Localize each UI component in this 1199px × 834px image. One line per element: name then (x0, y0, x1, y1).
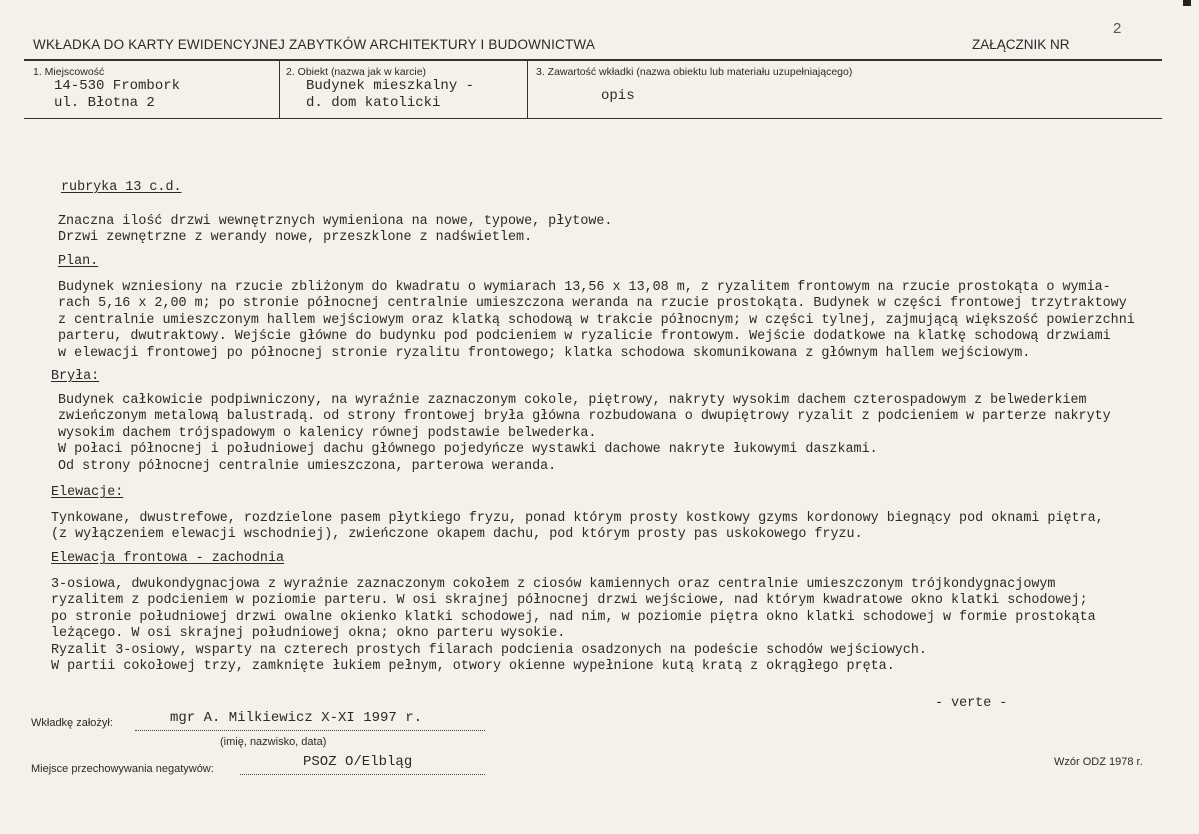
field-object-label: 2. Obiekt (nazwa jak w karcie) (286, 66, 427, 78)
plan-heading: Plan. (58, 254, 99, 269)
annex-label: ZAŁĄCZNIK NR (972, 37, 1070, 52)
created-by-hint: (imię, nazwisko, data) (220, 736, 327, 748)
created-by-label: Wkładkę założył: (31, 717, 113, 729)
text-line: W połaci północnej i południowej dachu głównego pojedyńcze wystawki dachowe nakryte łukowymi daszkami. (58, 442, 878, 458)
elewacje-heading: Elewacje: (51, 485, 124, 500)
header-rule-bottom (24, 118, 1162, 119)
text-line: rach 5,16 x 2,00 m; po stronie północnej centralnie umieszczona weranda na rzucie prostokąta. Budynek w części frontowej trzytraktowy (58, 296, 1127, 312)
text-line: w elewacji frontowej po północnej stronie ryzalitu frontowego; klatka schodowa skomunikowana z głównym hallem wejściowym. (58, 345, 1031, 361)
field-object-value (306, 78, 474, 112)
locality-line: 14-530 Frombork (54, 78, 181, 94)
form-title: WKŁADKA DO KARTY EWIDENCYJNEJ ZABYTKÓW ARCHITEKTURY I BUDOWNICTWA (33, 37, 596, 52)
text-line: ryzalitem z podcieniem w poziomie parteru. W osi skrajnej północnej drzwi wejściowe, nad którym kwadratowe okno klatki schodowej; (51, 593, 1088, 609)
negatives-label: Miejsce przechowywania negatywów: (31, 763, 214, 775)
rubric-heading: rubryka 13 c.d. (61, 180, 182, 195)
field-separator (527, 60, 528, 118)
text-line: Ryzalit 3-osiowy, wsparty na czterech prostych filarach podcienia osadzonych na podeście schodów wejściowych. (51, 642, 927, 658)
negatives-dotline (240, 774, 485, 775)
created-by-value: mgr A. Milkiewicz X-XI 1997 r. (170, 710, 423, 726)
object-line: d. dom katolicki (306, 95, 441, 111)
field-contents-value: opis (601, 88, 635, 104)
bryla-heading: Bryła: (51, 369, 100, 384)
field-locality-label: 1. Miejscowość (33, 66, 105, 78)
text-line: parteru, dwutraktowy. Wejście główne do budynku pod podcieniem w ryzalicie frontowym. Wejście dodatkowe na klatkę schodową drzwiami (58, 329, 1111, 345)
header-rule-top (24, 59, 1162, 61)
object-line: Budynek mieszkalny - (306, 78, 475, 94)
text-line: Znaczna ilość drzwi wewnętrznych wymieniona na nowe, typowe, płytowe. (58, 214, 613, 229)
text-line: Budynek wzniesiony na rzucie zbliżonym do kwadratu o wymiarach 13,56 x 13,08 m, z ryzalitem frontowym na rzucie prostokąta o wymia- (58, 280, 1111, 295)
field-locality-value (54, 78, 180, 112)
intro-paragraph (58, 214, 612, 247)
text-line: Tynkowane, dwustrefowe, rozdzielone pasem płytkiego fryzu, ponad którym prosty kostkowy gzyms kordonowy biegnący pod oknami piętra, (51, 511, 1104, 526)
created-by-dotline (135, 730, 485, 731)
negatives-value: PSOZ O/Elbląg (303, 754, 413, 770)
verte-mark: - verte - (935, 696, 1008, 711)
page-number: 2 (1113, 20, 1122, 37)
elewacje-paragraph (51, 511, 1104, 544)
text-line: Od strony północnej centralnie umieszczona, parterowa weranda. (58, 458, 557, 474)
field-separator (279, 60, 280, 118)
text-line: 3-osiowa, dwukondygnacjowa z wyraźnie zaznaczonym cokołem z ciosów kamiennych oraz centralnie umieszczonym trójkondygnacjowym (51, 577, 1056, 592)
text-line: W partii cokołowej trzy, zamknięte łukiem pełnym, otwory okienne wypełnione kutą kratą z okrągłego pręta. (51, 659, 895, 675)
text-line: wysokim dachem trójspadowym o kalenicy równej podstawie belwederka. (58, 425, 597, 441)
corner-mark (1183, 0, 1191, 6)
text-line: z centralnie umieszczonym hallem wejściowym oraz klatką schodową w trakcie północnym; w części tylnej, zajmującą większość powierzchni (58, 312, 1135, 328)
bryla-paragraph (58, 393, 1111, 475)
text-line: leżącego. W osi skrajnej południowej okna; okno parteru wysokie. (51, 626, 566, 642)
plan-paragraph (58, 280, 1135, 362)
frontowa-heading: Elewacja frontowa - zachodnia (51, 551, 285, 566)
form-model: Wzór ODZ 1978 r. (1054, 756, 1143, 768)
text-line: Drzwi zewnętrzne z werandy nowe, przeszklone z nadświetlem. (58, 230, 533, 246)
text-line: (z wyłączeniem elewacji wschodniej), zwieńczone okapem dachu, pod którym prosty pas uskokowego fryzu. (51, 527, 863, 543)
text-line: Budynek całkowicie podpiwniczony, na wyraźnie zaznaczonym cokole, piętrowy, nakryty wysokim dachem czterospadowym z belwederkiem (58, 393, 1087, 408)
locality-line: ul. Błotna 2 (54, 95, 155, 111)
field-contents-label: 3. Zawartość wkładki (nazwa obiektu lub materiału uzupełniającego) (536, 66, 853, 78)
text-line: po stronie południowej drzwi owalne okienko klatki schodowej, nad nim, w poziomie piętra okno klatki schodowej w formie prostokąta (51, 609, 1096, 625)
text-line: zwieńczonym metalową balustradą. od strony frontowej bryła główna rozbudowana o dwupiętrowy ryzalit z podcieniem w parterze nakryty (58, 409, 1111, 425)
frontowa-paragraph (51, 577, 1096, 675)
